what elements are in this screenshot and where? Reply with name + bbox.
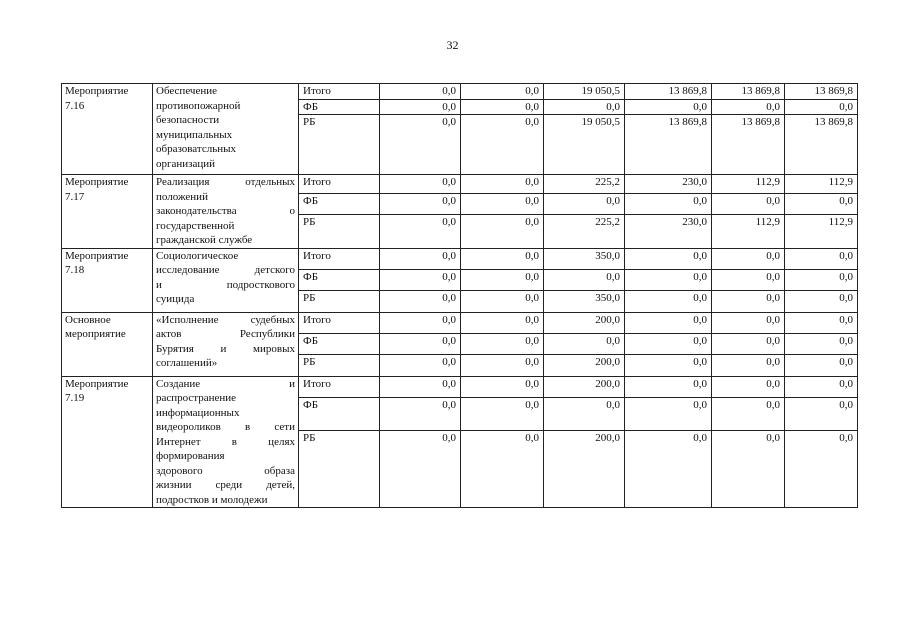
amount-cell: 19 050,5 xyxy=(544,84,625,100)
amount-cell: 13 869,8 xyxy=(625,115,712,175)
amount-cell: 200,0 xyxy=(544,312,625,333)
activity-description-line: положений xyxy=(156,190,208,203)
funding-source-cell: Итого xyxy=(299,84,380,100)
amount-cell: 0,0 xyxy=(785,376,858,397)
activity-description-line: муниципальных xyxy=(156,128,233,141)
amount-cell: 0,0 xyxy=(712,194,785,215)
activity-code-line: Мероприятие xyxy=(65,85,129,97)
activity-description-line: соглашений» xyxy=(156,357,218,369)
activity-description-line: Создание и xyxy=(156,377,295,390)
budget-table xyxy=(61,83,858,508)
activity-description-line: подростков и молодежи xyxy=(156,493,268,506)
funding-source-cell: ФБ xyxy=(299,194,380,215)
activity-description-cell xyxy=(153,84,299,175)
activity-description-line: организаций xyxy=(156,157,216,170)
amount-cell: 0,0 xyxy=(785,269,858,290)
activity-code-line: Мероприятие xyxy=(65,249,129,262)
activity-description-line: информационных xyxy=(156,406,240,419)
amount-cell: 0,0 xyxy=(380,269,461,290)
activity-description-line: Интернет в целях xyxy=(156,435,295,448)
amount-cell: 13 869,8 xyxy=(625,84,712,100)
activity-description-line: государственной xyxy=(156,219,235,232)
amount-cell: 0,0 xyxy=(712,431,785,508)
amount-cell: 0,0 xyxy=(461,290,544,312)
amount-cell: 13 869,8 xyxy=(712,84,785,100)
amount-cell: 0,0 xyxy=(785,248,858,269)
amount-cell: 0,0 xyxy=(625,99,712,115)
amount-cell: 0,0 xyxy=(380,248,461,269)
activity-description-line: безопасности xyxy=(156,114,220,126)
amount-cell: 0,0 xyxy=(461,84,544,100)
funding-source-cell: ФБ xyxy=(299,397,380,430)
table-row xyxy=(62,175,858,194)
amount-cell: 13 869,8 xyxy=(785,115,858,175)
amount-cell: 0,0 xyxy=(461,333,544,354)
activity-description-line: распространение xyxy=(156,392,237,404)
table-row xyxy=(62,248,858,269)
funding-source-cell: Итого xyxy=(299,175,380,194)
activity-description-line: гражданской службе xyxy=(156,234,253,246)
amount-cell: 112,9 xyxy=(712,215,785,248)
amount-cell: 0,0 xyxy=(461,431,544,508)
amount-cell: 0,0 xyxy=(380,312,461,333)
funding-source-cell: Итого xyxy=(299,312,380,333)
activity-description-cell xyxy=(153,376,299,508)
page-number: 32 xyxy=(446,38,459,52)
amount-cell: 0,0 xyxy=(461,376,544,397)
activity-code-cell xyxy=(62,175,153,249)
activity-description-line: Социологическое xyxy=(156,249,239,262)
activity-code-line: 7.17 xyxy=(65,190,85,203)
amount-cell: 0,0 xyxy=(785,99,858,115)
activity-code-line: Мероприятие xyxy=(65,176,129,188)
amount-cell: 19 050,5 xyxy=(544,115,625,175)
amount-cell: 0,0 xyxy=(461,215,544,248)
amount-cell: 0,0 xyxy=(785,333,858,354)
amount-cell: 0,0 xyxy=(380,290,461,312)
funding-source-cell: РБ xyxy=(299,115,380,175)
amount-cell: 230,0 xyxy=(625,215,712,248)
activity-description-line: суицида xyxy=(156,293,195,305)
funding-source-cell: ФБ xyxy=(299,269,380,290)
amount-cell: 0,0 xyxy=(712,376,785,397)
activity-description-line: здорового образа xyxy=(156,464,295,477)
amount-cell: 200,0 xyxy=(544,376,625,397)
activity-description-line: формирования xyxy=(156,450,225,462)
amount-cell: 112,9 xyxy=(785,175,858,194)
amount-cell: 200,0 xyxy=(544,354,625,376)
amount-cell: 0,0 xyxy=(461,248,544,269)
amount-cell: 13 869,8 xyxy=(785,84,858,100)
amount-cell: 0,0 xyxy=(785,431,858,508)
activity-description-line: законодательства о xyxy=(156,205,295,217)
amount-cell: 0,0 xyxy=(625,333,712,354)
amount-cell: 0,0 xyxy=(380,431,461,508)
amount-cell: 0,0 xyxy=(380,397,461,430)
amount-cell: 0,0 xyxy=(625,397,712,430)
activity-description-line: «Исполнение судебных xyxy=(156,313,295,326)
amount-cell: 0,0 xyxy=(625,312,712,333)
amount-cell: 0,0 xyxy=(461,354,544,376)
amount-cell: 0,0 xyxy=(544,333,625,354)
amount-cell: 0,0 xyxy=(712,333,785,354)
amount-cell: 0,0 xyxy=(785,397,858,430)
amount-cell: 0,0 xyxy=(380,99,461,115)
activity-code-cell xyxy=(62,376,153,508)
amount-cell: 0,0 xyxy=(461,99,544,115)
amount-cell: 0,0 xyxy=(625,354,712,376)
amount-cell: 0,0 xyxy=(625,290,712,312)
amount-cell: 0,0 xyxy=(785,194,858,215)
amount-cell: 0,0 xyxy=(785,290,858,312)
table-row xyxy=(62,312,858,333)
activity-description-line: и подросткового xyxy=(156,278,295,291)
amount-cell: 0,0 xyxy=(625,194,712,215)
activity-description-line: актов Республики xyxy=(156,328,295,340)
amount-cell: 0,0 xyxy=(712,312,785,333)
amount-cell: 0,0 xyxy=(380,376,461,397)
amount-cell: 0,0 xyxy=(712,269,785,290)
activity-description-cell xyxy=(153,248,299,312)
funding-source-cell: РБ xyxy=(299,290,380,312)
activity-description-line: противопожарной xyxy=(156,99,241,112)
funding-source-cell: РБ xyxy=(299,354,380,376)
amount-cell: 0,0 xyxy=(625,376,712,397)
amount-cell: 0,0 xyxy=(625,269,712,290)
amount-cell: 225,2 xyxy=(544,215,625,248)
amount-cell: 0,0 xyxy=(380,215,461,248)
amount-cell: 0,0 xyxy=(544,269,625,290)
amount-cell: 0,0 xyxy=(461,115,544,175)
amount-cell: 0,0 xyxy=(380,175,461,194)
amount-cell: 230,0 xyxy=(625,175,712,194)
amount-cell: 0,0 xyxy=(544,194,625,215)
activity-description-line: образоватсльных xyxy=(156,143,237,155)
table-body xyxy=(62,84,858,508)
funding-source-cell: ФБ xyxy=(299,333,380,354)
amount-cell: 0,0 xyxy=(461,397,544,430)
activity-code-cell xyxy=(62,84,153,175)
amount-cell: 0,0 xyxy=(461,175,544,194)
activity-description-cell xyxy=(153,312,299,376)
amount-cell: 0,0 xyxy=(461,194,544,215)
amount-cell: 0,0 xyxy=(380,333,461,354)
amount-cell: 350,0 xyxy=(544,290,625,312)
amount-cell: 0,0 xyxy=(712,397,785,430)
amount-cell: 0,0 xyxy=(544,397,625,430)
activity-description-line: Бурятия и мировых xyxy=(156,342,295,355)
amount-cell: 0,0 xyxy=(712,354,785,376)
amount-cell: 350,0 xyxy=(544,248,625,269)
activity-description-cell xyxy=(153,175,299,249)
activity-code-line: Основное xyxy=(65,313,111,326)
funding-source-cell: Итого xyxy=(299,248,380,269)
amount-cell: 0,0 xyxy=(785,354,858,376)
amount-cell: 0,0 xyxy=(380,194,461,215)
amount-cell: 112,9 xyxy=(785,215,858,248)
amount-cell: 112,9 xyxy=(712,175,785,194)
amount-cell: 0,0 xyxy=(461,269,544,290)
table-row xyxy=(62,376,858,397)
activity-description-line: видеороликов в сети xyxy=(156,421,295,433)
table-row xyxy=(62,84,858,100)
activity-code-line: 7.16 xyxy=(65,99,85,112)
amount-cell: 0,0 xyxy=(712,99,785,115)
funding-source-cell: ФБ xyxy=(299,99,380,115)
amount-cell: 0,0 xyxy=(785,312,858,333)
activity-code-line: 7.19 xyxy=(65,392,85,404)
amount-cell: 0,0 xyxy=(461,312,544,333)
funding-source-cell: РБ xyxy=(299,431,380,508)
amount-cell: 0,0 xyxy=(544,99,625,115)
activity-description-line: исследование детского xyxy=(156,264,295,276)
amount-cell: 0,0 xyxy=(625,431,712,508)
amount-cell: 0,0 xyxy=(712,248,785,269)
amount-cell: 13 869,8 xyxy=(712,115,785,175)
amount-cell: 0,0 xyxy=(712,290,785,312)
funding-source-cell: РБ xyxy=(299,215,380,248)
funding-source-cell: Итого xyxy=(299,376,380,397)
activity-description-line: Обеспечение xyxy=(156,85,217,97)
activity-code-cell xyxy=(62,248,153,312)
amount-cell: 200,0 xyxy=(544,431,625,508)
activity-code-line: 7.18 xyxy=(65,264,85,276)
activity-description-line: Реализация отдельных xyxy=(156,176,295,188)
amount-cell: 0,0 xyxy=(625,248,712,269)
amount-cell: 225,2 xyxy=(544,175,625,194)
activity-description-line: жизнии среди детей, xyxy=(156,479,295,491)
amount-cell: 0,0 xyxy=(380,115,461,175)
activity-code-line: Мероприятие xyxy=(65,377,129,390)
amount-cell: 0,0 xyxy=(380,354,461,376)
amount-cell: 0,0 xyxy=(380,84,461,100)
activity-code-cell xyxy=(62,312,153,376)
activity-code-line: мероприятие xyxy=(65,328,126,340)
